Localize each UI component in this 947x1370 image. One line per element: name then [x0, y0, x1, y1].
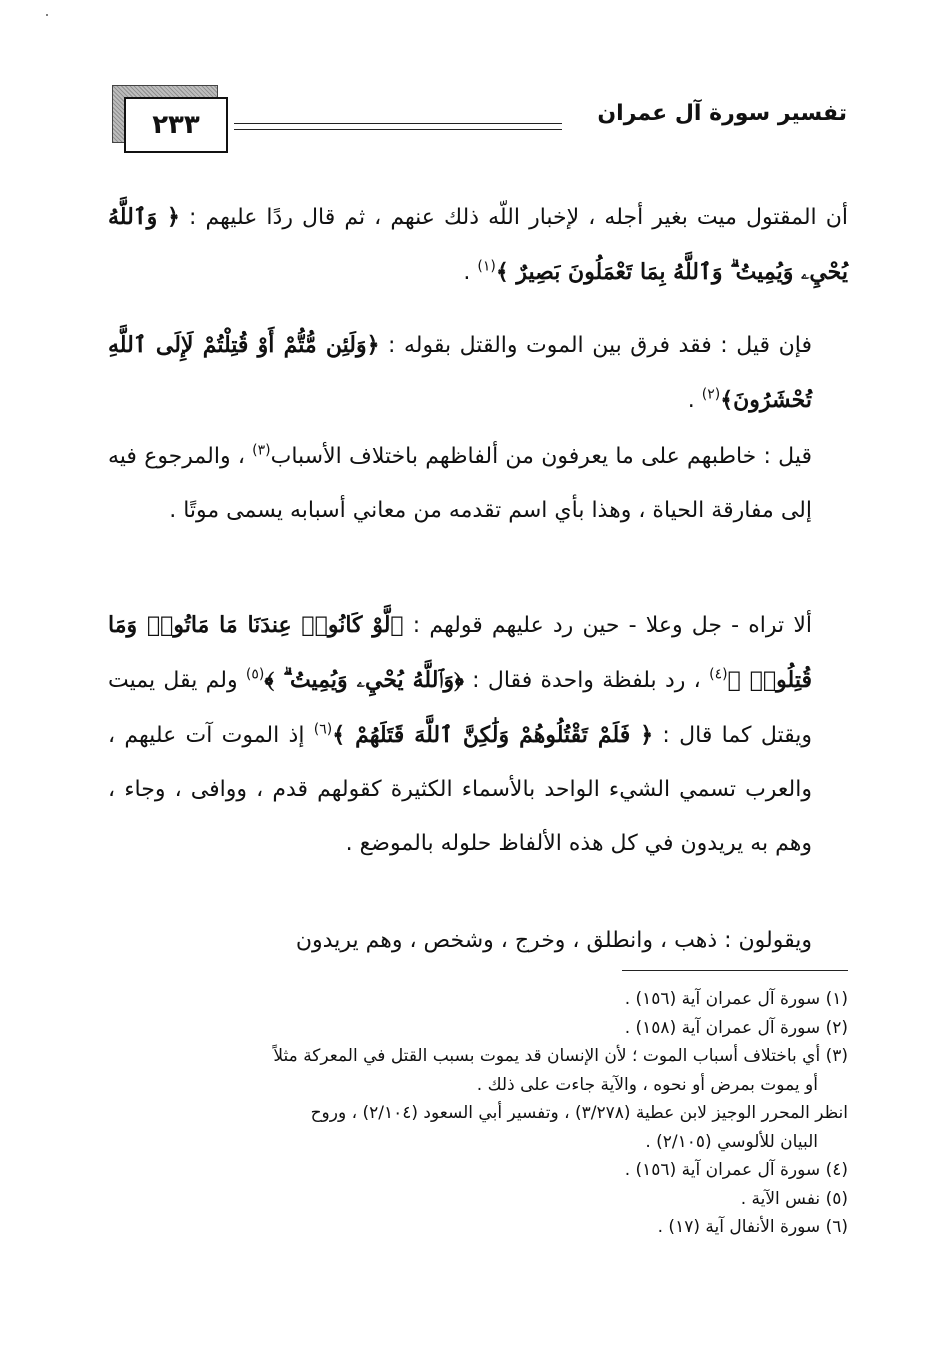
footnote-separator: [622, 970, 848, 971]
footnote-3: (٣) أي باختلاف أسباب الموت ؛ لأن الإنسان قد يموت بسبب القتل في المعركة مثلاً: [273, 1046, 848, 1066]
footnotes: [108, 985, 848, 1242]
footnote-3-reference: انظر المحرر الوجيز لابن عطية (٣/٢٧٨) ، وتفسير أبي السعود (٢/١٠٤) ، وروح: [310, 1103, 848, 1123]
footnote-ref: (٣): [252, 442, 271, 459]
footnote-5: (٥) نفس الآية .: [740, 1188, 848, 1209]
paragraph-5: [108, 914, 848, 968]
paragraph-text: فإن قيل : فقد فرق بين الموت والقتل بقوله :: [379, 333, 812, 358]
paragraph-text: .: [463, 260, 478, 285]
running-title: تفسير سورة آل عمران: [597, 101, 847, 126]
paragraph-text: .: [687, 388, 702, 413]
footnote-2: (٢) سورة آل عمران آية (١٥٨) .: [624, 1017, 848, 1038]
paragraph-1: [108, 190, 848, 300]
paragraph-text: ويقولون : ذهب ، وانطلق ، وخرج ، وشخص ، وهم يريدون: [295, 928, 812, 953]
quran-verse: ﴿ فَلَمْ تَقْتُلُوهُمْ وَلَٰكِنَّ ٱللَّهَ قَتَلَهُمْ ﴾: [332, 722, 654, 748]
footnote-3-continued: أو يموت بمرض أو نحوه ، والآية جاءت على ذلك .: [476, 1074, 818, 1095]
quran-verse: ﴿لَّوْ كَانُوا۟ عِندَنَا مَا مَاتُوا۟ وَمَا قُتِلُوا۟ ﴾: [108, 612, 812, 693]
header-rule: [234, 123, 562, 124]
paragraph-text: ، رد بلفظة واحدة فقال :: [463, 668, 710, 693]
paragraph-2: [108, 318, 848, 428]
paragraph-text: ، والمرجوع فيه إلى مفارقة الحياة ، وهذا بأي اسم تقدمه من معاني أسبابه يسمى موتًا .: [108, 444, 812, 523]
paragraph-text: ولم يقل يميت ويقتل كما قال :: [108, 668, 812, 748]
footnote-ref: (٤): [709, 666, 728, 683]
paragraph-text: إذ الموت آت عليهم ، والعرب تسمي الشيء الواحد بالأسماء الكثيرة كقولهم قدم ، ووافى ، وجاء ، وهم به يريدون في كل هذه الألفاظ حلوله بالموضع .: [108, 723, 812, 856]
quran-verse: ﴿وَٱللَّهُ يُحْيِۦ وَيُمِيتُ ۗ ﴾: [264, 667, 464, 693]
page-number: ٢٣٣: [124, 97, 228, 153]
paragraph-text: أن المقتول ميت بغير أجله ، لإخبار اللّه ذلك عنهم ، ثم قال ردًا عليهم :: [189, 205, 849, 230]
quran-verse: ﴿ وَٱللَّهُ يُحْيِۦ وَيُمِيتُ ۗ وَٱللَّهُ بِمَا تَعْمَلُونَ بَصِيرٌ ﴾: [108, 204, 848, 285]
footnote-4: (٤) سورة آل عمران آية (١٥٦) .: [624, 1160, 848, 1180]
page-header: [112, 85, 847, 155]
footnote-1: (١) سورة آل عمران آية (١٥٦) .: [624, 989, 848, 1009]
footnote-ref: (٥): [245, 666, 265, 683]
paragraph-4: [108, 598, 848, 871]
footnote-ref: (٢): [701, 386, 721, 403]
scan-speck: [46, 14, 48, 16]
footnote-6: (٦) سورة الأنفال آية (١٧) .: [657, 1217, 848, 1237]
paragraph-text: ألا تراه - جل وعلا - حين رد عليهم قولهم :: [403, 613, 812, 638]
quran-verse: ﴿وَلَئِن مُّتُّمْ أَوْ قُتِلْتُمْ لَإِلَى ٱللَّهِ تُحْشَرُونَ﴾: [108, 332, 812, 413]
paragraph-3: [108, 430, 848, 538]
header-rule: [234, 129, 562, 130]
footnote-3-reference-continued: البيان للألوسي (٢/١٠٥) .: [645, 1131, 818, 1152]
footnote-ref: (١): [477, 258, 496, 275]
paragraph-text: قيل : خاطبهم على ما يعرفون من ألفاظهم باختلاف الأسباب: [270, 444, 812, 469]
footnote-ref: (٦): [313, 721, 333, 738]
